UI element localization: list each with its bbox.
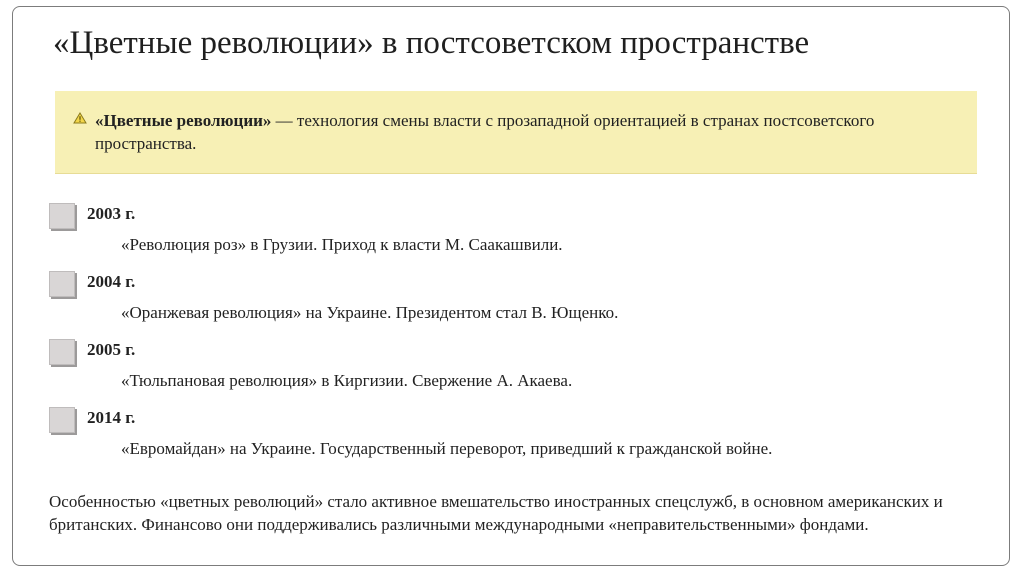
- event-description: «Оранжевая революция» на Украине. Президентом стал В. Ющенко.: [121, 303, 619, 322]
- event-item: [49, 335, 989, 403]
- bullet-square: [49, 271, 75, 297]
- warning-icon: [73, 111, 87, 123]
- events-list: [49, 199, 989, 471]
- event-year: 2004 г.: [87, 272, 136, 291]
- definition-body: — технология смены власти с прозападной ориентацией в странах постсоветского пространства.: [95, 111, 875, 153]
- footer-text: Особенностью «цветных революций» стало активное вмешательство иностранных спецслужб, в основном американских и британских. Финансово они поддерживались различными международными «неправительственными» фондами.: [49, 492, 943, 534]
- event-item: [49, 199, 989, 267]
- definition-box: [55, 91, 977, 174]
- slide-title: «Цветные революции» в постсоветском пространстве: [53, 25, 810, 61]
- bullet-square: [49, 407, 75, 433]
- bullet-square: [49, 339, 75, 365]
- event-description: «Революция роз» в Грузии. Приход к власти М. Саакашвили.: [121, 235, 563, 254]
- event-item: [49, 403, 989, 471]
- event-description: «Евромайдан» на Украине. Государственный переворот, приведший к гражданской войне.: [121, 439, 773, 458]
- definition-text: [95, 109, 955, 155]
- event-year: 2014 г.: [87, 408, 136, 427]
- bullet-square: [49, 203, 75, 229]
- event-year: 2003 г.: [87, 204, 136, 223]
- definition-term: «Цветные революции»: [95, 111, 272, 130]
- event-description: «Тюльпановая революция» в Киргизии. Свержение А. Акаева.: [121, 371, 573, 390]
- slide-frame: [12, 6, 1010, 566]
- event-item: [49, 267, 989, 335]
- event-year: 2005 г.: [87, 340, 136, 359]
